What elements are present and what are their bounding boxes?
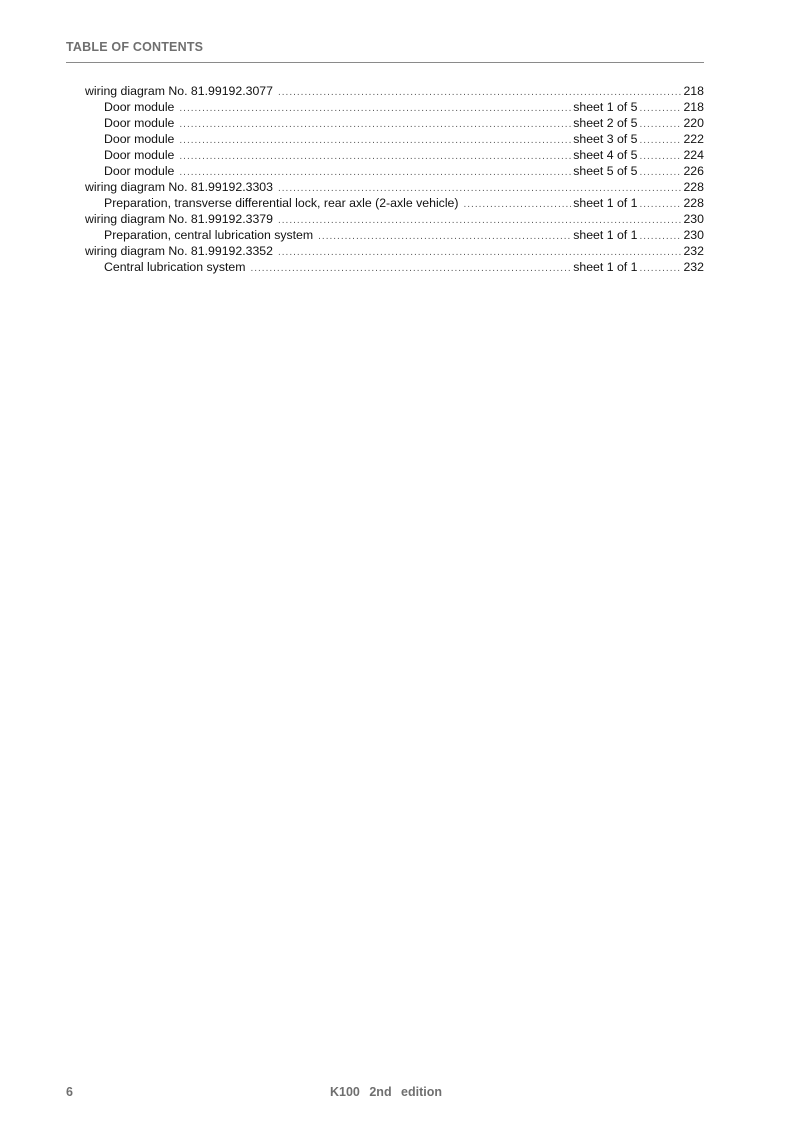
dot-leader	[250, 261, 571, 277]
dot-leader	[639, 165, 681, 181]
dot-leader	[639, 261, 681, 277]
dot-leader	[179, 101, 571, 117]
toc-subentry[interactable]	[85, 147, 704, 163]
toc-entry-sheet: sheet 1 of 1	[573, 228, 638, 242]
toc-entry-title: wiring diagram No. 81.99192.3077	[85, 84, 273, 98]
toc-subentry[interactable]	[85, 163, 704, 179]
toc-entry-title: wiring diagram No. 81.99192.3352	[85, 244, 273, 258]
toc-entry-sheet: sheet 1 of 5	[573, 100, 638, 114]
toc-entry-title: wiring diagram No. 81.99192.3379	[85, 212, 273, 226]
dot-leader	[639, 197, 681, 213]
toc-entry-title: Preparation, transverse differential lock, rear axle (2-axle vehicle)	[104, 196, 459, 210]
toc-subentry[interactable]	[85, 131, 704, 147]
toc-entry-page: 228	[683, 196, 704, 210]
toc-subentry[interactable]	[85, 259, 704, 275]
toc-entry-sheet: sheet 3 of 5	[573, 132, 638, 146]
toc-entry-page: 232	[683, 260, 704, 274]
toc-subentry[interactable]	[85, 227, 704, 243]
toc-entry-page: 218	[683, 100, 704, 114]
toc-entry-sheet: sheet 2 of 5	[573, 116, 638, 130]
dot-leader	[639, 229, 681, 245]
toc-entry-title: Door module	[104, 148, 175, 162]
toc-entry-title: Door module	[104, 100, 175, 114]
toc-entry-sheet: sheet 1 of 1	[573, 196, 638, 210]
toc-entry-title: Door module	[104, 164, 175, 178]
toc-entry[interactable]	[85, 179, 704, 195]
toc-entry-title: Preparation, central lubrication system	[104, 228, 314, 242]
toc-entry-sheet: sheet 5 of 5	[573, 164, 638, 178]
toc-entry-title: Central lubrication system	[104, 260, 246, 274]
toc-entry[interactable]	[85, 83, 704, 99]
dot-leader	[639, 149, 681, 165]
toc-entry-title: Door module	[104, 116, 175, 130]
dot-leader	[639, 117, 681, 133]
header-rule	[66, 62, 704, 63]
header-title: TABLE OF CONTENTS	[66, 40, 204, 54]
dot-leader	[639, 101, 681, 117]
toc-entry-page: 224	[683, 148, 704, 162]
dot-leader	[179, 133, 571, 149]
toc-entry-page: 230	[683, 228, 704, 242]
toc-subentry[interactable]	[85, 115, 704, 131]
toc-entry[interactable]	[85, 243, 704, 259]
toc-entry-page: 218	[683, 84, 704, 98]
dot-leader	[318, 229, 571, 245]
toc-entry-page: 222	[683, 132, 704, 146]
dot-leader	[464, 197, 572, 213]
toc-subentry[interactable]	[85, 99, 704, 115]
toc-entry-page: 228	[683, 180, 704, 194]
toc-entry-title: wiring diagram No. 81.99192.3303	[85, 180, 273, 194]
toc-entry[interactable]	[85, 211, 704, 227]
footer-edition: K100 2nd edition	[330, 1085, 443, 1099]
toc-entry-page: 226	[683, 164, 704, 178]
dot-leader	[639, 133, 681, 149]
footer-page-number: 6	[66, 1085, 73, 1099]
toc-subentry[interactable]	[85, 195, 704, 211]
toc-entry-sheet: sheet 1 of 1	[573, 260, 638, 274]
toc-entry-page: 230	[683, 212, 704, 226]
toc-entry-page: 220	[683, 116, 704, 130]
toc-entry-page: 232	[683, 244, 704, 258]
table-of-contents	[85, 83, 704, 275]
dot-leader	[179, 117, 571, 133]
toc-entry-sheet: sheet 4 of 5	[573, 148, 638, 162]
toc-entry-title: Door module	[104, 132, 175, 146]
dot-leader	[179, 149, 571, 165]
